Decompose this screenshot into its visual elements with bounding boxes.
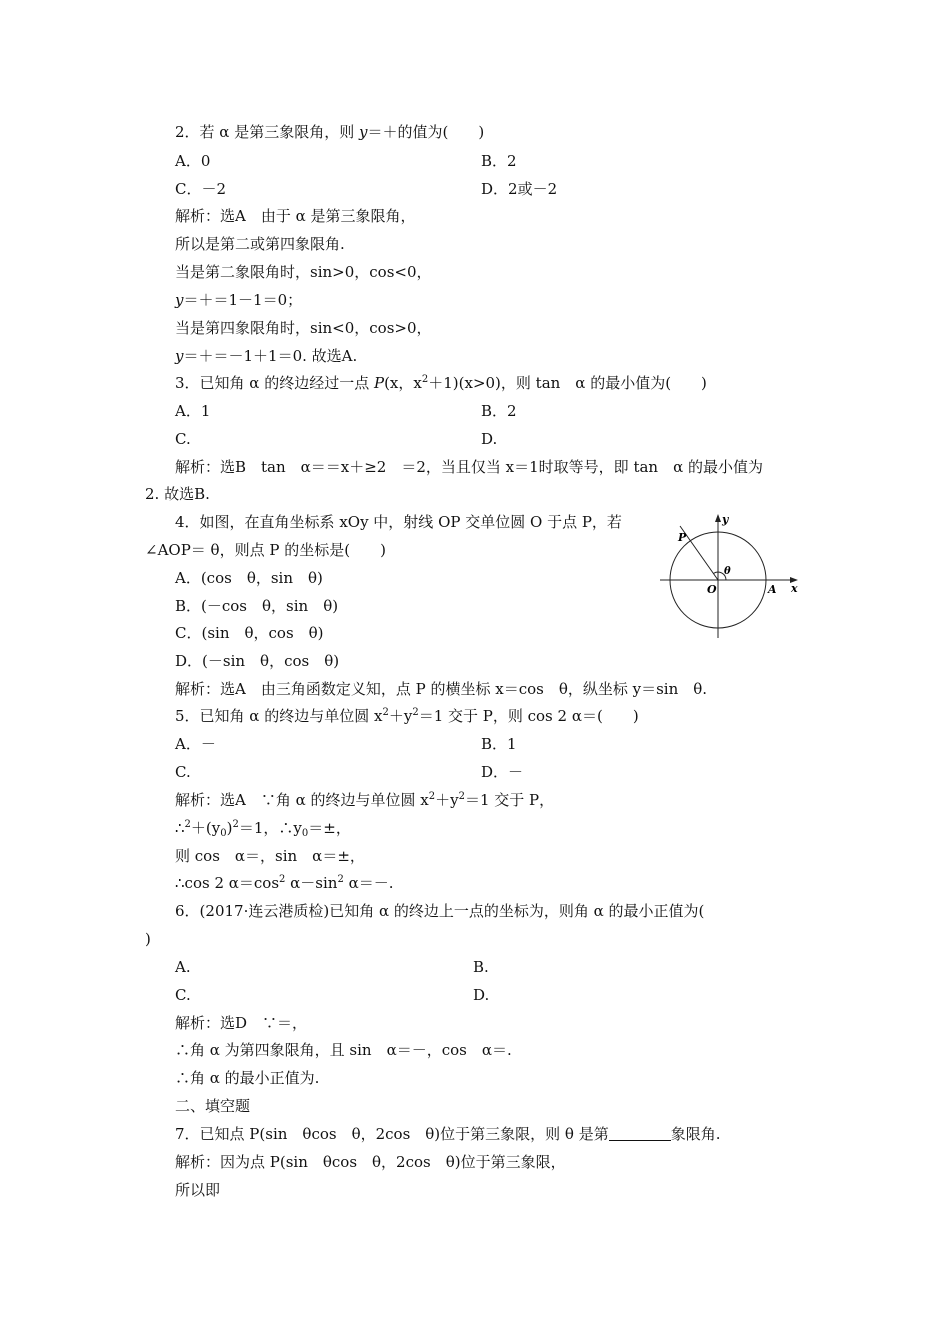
- q4-stem-2: ∠AOP＝ θ，则点 P 的坐标是( ): [145, 541, 386, 559]
- q2-solution-2: 所以是第二或第四象限角.: [175, 235, 345, 253]
- label-x: x: [791, 582, 798, 595]
- q6-option-d: D.: [473, 986, 490, 1004]
- q6-solution-3: ∴角 α 的最小正值为.: [175, 1069, 320, 1087]
- q4-solution-1: 解析：选A 由三角函数定义知，点 P 的横坐标 x＝cos θ，纵坐标 y＝sin θ.: [175, 680, 708, 698]
- q2-solution-4: y＝＋＝1－1＝0；: [175, 291, 303, 309]
- q2-solution-5: 当是第四象限角时，sin<0，cos>0，: [175, 319, 432, 337]
- q2-solution-3: 当是第二象限角时，sin>0，cos<0，: [175, 263, 432, 281]
- q6-option-b: B.: [473, 958, 489, 976]
- section-heading: 二、填空题: [175, 1097, 251, 1115]
- q6-stem-1: 6．(2017·连云港质检)已知角 α 的终边上一点的坐标为，则角 α 的最小正值为(: [175, 902, 705, 920]
- answer-blank: [609, 1126, 671, 1141]
- q2-option-d: D．2或－2: [481, 180, 558, 198]
- label-p: P: [678, 531, 687, 544]
- y-axis-arrow-icon: [715, 514, 721, 522]
- q2-stem: 2．若 α 是第三象限角，则 y＝＋的值为( ): [175, 123, 485, 141]
- q5-solution-3: 则 cos α＝，sin α＝±，: [175, 847, 365, 865]
- q6-option-a: A.: [175, 958, 191, 976]
- q6-stem-2: ): [145, 930, 151, 948]
- q2-option-c: C．－2: [175, 180, 227, 198]
- q4-option-b: B．(－cos θ，sin θ): [175, 597, 339, 615]
- q5-option-d: D．－: [481, 763, 524, 781]
- q5-solution-4: ∴cos 2 $\alpha=\cos^2$ $\alpha-\sin^2$ α＝－.: [175, 874, 394, 892]
- q5-option-a: A．－: [175, 735, 216, 753]
- label-theta: θ: [724, 566, 731, 577]
- q3-solution-2: 2. 故选B.: [145, 485, 210, 503]
- q2-option-a: A．0: [175, 152, 211, 170]
- q4-stem-1: 4．如图，在直角坐标系 xOy 中，射线 OP 交单位圆 O 于点 P，若: [175, 513, 622, 531]
- q6-solution-1: 解析：选D ∵＝，: [175, 1014, 308, 1032]
- q3-option-b: B．2: [481, 402, 517, 420]
- q5-stem: 5．已知角 α 的终边与单位圆 $x^2+y^2=1$ 交于 P，则 cos 2 α＝( ): [175, 707, 639, 725]
- label-a: A: [768, 583, 777, 596]
- q5-option-b: B．1: [481, 735, 517, 753]
- q5-option-c: C.: [175, 763, 191, 781]
- q4-option-a: A．(cos θ，sin θ): [175, 569, 323, 587]
- q3-option-a: A．1: [175, 402, 211, 420]
- q2-solution-6: y＝＋＝－1＋1＝0. 故选A.: [175, 347, 358, 365]
- q5-solution-1: 解析：选A ∵角 α 的终边与单位圆 $x^2+y^2=1$ 交于 P，: [175, 791, 555, 809]
- q2-solution-1: 解析：选A 由于 α 是第三象限角，: [175, 207, 416, 225]
- q3-option-d: D.: [481, 430, 498, 448]
- q5-solution-2: $\therefore^2+(y_0)^2=1$，$\therefore y_0=\pm$，: [175, 819, 351, 839]
- q7-solution-2: 所以即: [175, 1181, 221, 1199]
- label-y: y: [722, 513, 729, 526]
- label-o: O: [707, 583, 717, 596]
- q7-solution-1: 解析：因为点 P(sin θcos θ，2cos θ)位于第三象限，: [175, 1153, 566, 1171]
- q3-stem: 3．已知角 α 的终边经过一点 P(x，$x^2+1)(x>0)$，则 tan α 的最小值为( ): [175, 374, 707, 392]
- q6-option-c: C.: [175, 986, 191, 1004]
- q4-option-d: D．(－sin θ，cos θ): [175, 652, 340, 670]
- q3-solution-1: 解析：选B tan α＝＝x＋≥2 ＝2，当且仅当 x＝1时取等号，即 tan α 的最小值为: [175, 458, 763, 476]
- q4-option-c: C．(sin θ，cos θ): [175, 624, 324, 642]
- unit-circle-figure: [658, 508, 808, 640]
- q2-option-b: B．2: [481, 152, 517, 170]
- q7-stem: 7．已知点 P(sin θcos θ，2cos θ)位于第三象限，则 θ 是第 象限角.: [175, 1125, 721, 1143]
- q3-option-c: C.: [175, 430, 191, 448]
- q6-solution-2: ∴角 α 为第四象限角，且 sin α＝－，cos α＝.: [175, 1041, 512, 1059]
